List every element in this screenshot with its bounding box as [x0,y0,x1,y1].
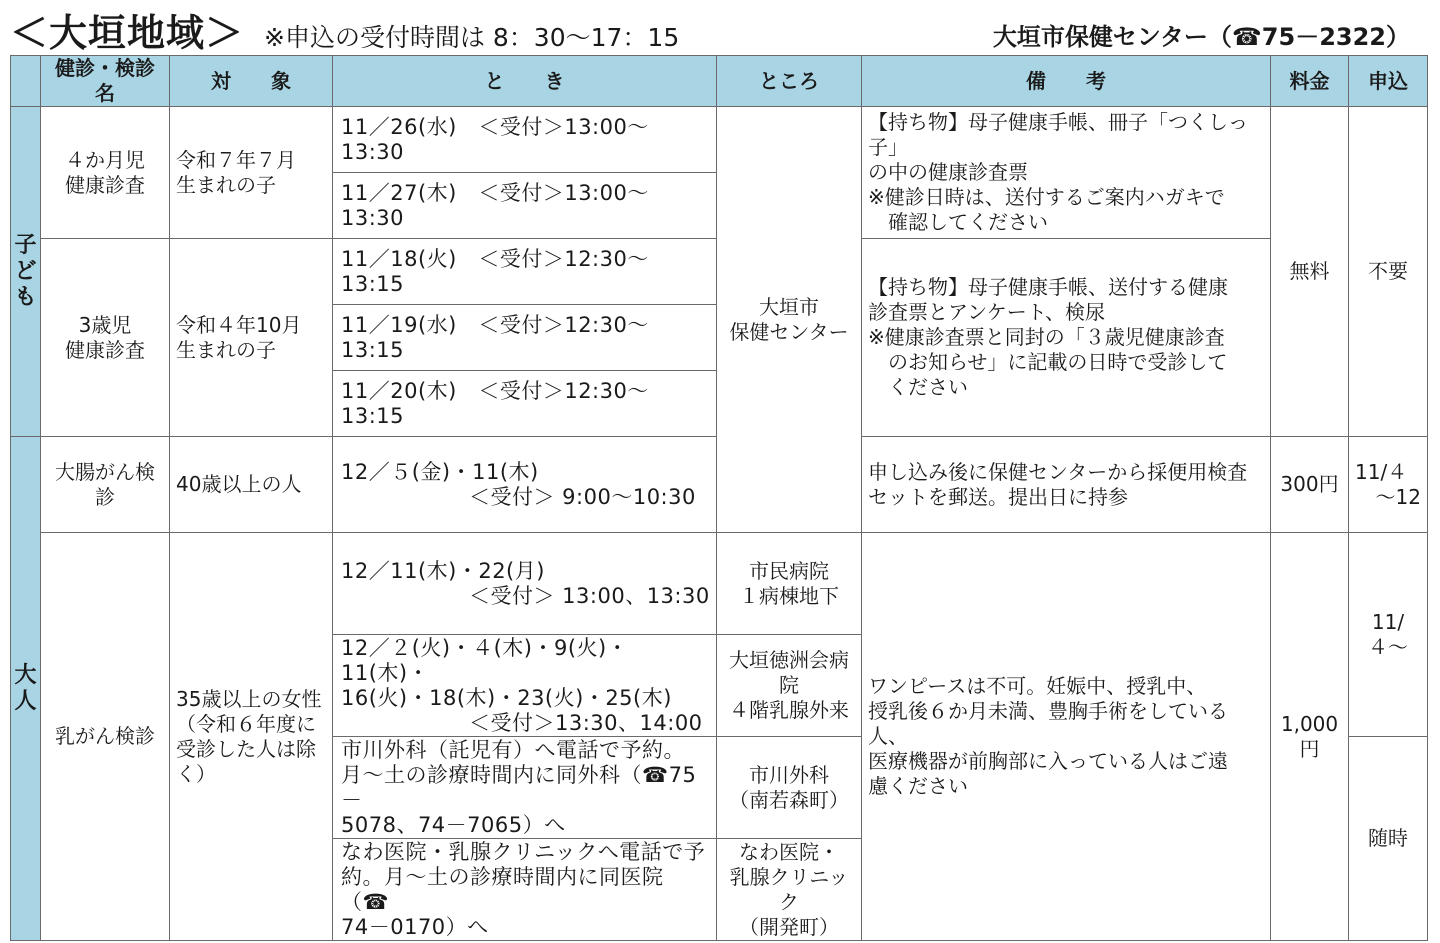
header-remarks: 備 考 [862,56,1271,107]
date-cell: 11／19(水) ＜受付＞12:30～13:15 [333,305,717,371]
category-adult: 大 人 [11,437,41,941]
remarks-3year: 【持ち物】母子健康手帳、送付する健康 診査票とアンケート、検尿 ※健康診査票と同封の「３歳児健康診査 のお知らせ」に記載の日時で受診して ください [862,239,1271,437]
place-breast-1: 市民病院 １病棟地下 [717,533,862,635]
header-place: ところ [717,56,862,107]
fee-child: 無料 [1271,107,1349,437]
header-target: 対 象 [170,56,333,107]
remarks-4month: 【持ち物】母子健康手帳、冊子「つくしっ子」 の中の健康診査票 ※健診日時は、送付するご案内ハガキで 確認してください [862,107,1271,239]
date-cell: 11／18(火) ＜受付＞12:30～13:15 [333,239,717,305]
remarks-breast: ワンピースは不可。妊娠中、授乳中、 授乳後６か月未満、豊胸手術をしている人、 医療機器が前胸部に入っている人はご遠 慮ください [862,533,1271,941]
header-date: と き [333,56,717,107]
target-3year: 令和４年10月 生まれの子 [170,239,333,437]
date-breast-3: 市川外科（託児有）へ電話で予約。 月～土の診療時間内に同外科（☎75－ 5078、74－7065）へ [333,737,717,839]
place-health-center: 大垣市 保健センター [717,107,862,533]
date-cell: 11／27(木) ＜受付＞13:00～13:30 [333,173,717,239]
checkup-name-3year: 3歳児 健康診査 [41,239,170,437]
place-breast-2: 大垣徳洲会病院 ４階乳腺外来 [717,635,862,737]
fee-colon: 300円 [1271,437,1349,533]
header-fee: 料金 [1271,56,1349,107]
apply-colon: 11/４ 〜12 [1349,437,1428,533]
date-cell: 11／20(木) ＜受付＞12:30～13:15 [333,371,717,437]
date-breast-4: なわ医院・乳腺クリニックへ電話で予 約。月～土の診療時間内に同医院（☎ 74－0170）へ [333,839,717,941]
date-cell: 11／26(水) ＜受付＞13:00～13:30 [333,107,717,173]
target-breast: 35歳以上の女性 （令和６年度に 受診した人は除く） [170,533,333,941]
checkup-name-colon: 大腸がん検診 [41,437,170,533]
checkup-schedule-table [10,55,1428,941]
apply-breast-2: 随時 [1349,737,1428,941]
header-apply: 申込 [1349,56,1428,107]
apply-breast-1: 11/４〜 [1349,533,1428,737]
place-breast-3: 市川外科 （南若森町） [717,737,862,839]
table-row [11,533,1428,635]
date-breast-1: 12／11(木)・22(月) ＜受付＞ 13:00、13:30 [333,533,717,635]
category-child: 子 ど も [11,107,41,437]
table-row [11,107,1428,173]
page-title: ＜大垣地域＞ [10,11,245,55]
target-colon: 40歳以上の人 [170,437,333,533]
health-center-contact: 大垣市保健センター（☎75－2322） [992,23,1410,51]
checkup-name-breast: 乳がん検診 [41,533,170,941]
fee-breast: 1,000円 [1271,533,1349,941]
target-4month: 令和７年７月 生まれの子 [170,107,333,239]
page-header [0,0,1440,55]
reception-hours-note: ※申込の受付時間は 8：30〜17：15 [264,23,680,52]
table-header-row [11,56,1428,107]
date-colon: 12／５(金)・11(木) ＜受付＞ 9:00～10:30 [333,437,717,533]
header-checkup-name: 健診・検診名 [41,56,170,107]
remarks-colon: 申し込み後に保健センターから採便用検査 セットを郵送。提出日に持参 [862,437,1271,533]
apply-child: 不要 [1349,107,1428,437]
checkup-name-4month: ４か月児 健康診査 [41,107,170,239]
header-category [11,56,41,107]
date-breast-2: 12／２(火)・４(木)・9(火)・11(木)・ 16(火)・18(木)・23(火)・25(木) ＜受付＞13:30、14:00 [333,635,717,737]
place-breast-4: なわ医院・ 乳腺クリニック （開発町） [717,839,862,941]
